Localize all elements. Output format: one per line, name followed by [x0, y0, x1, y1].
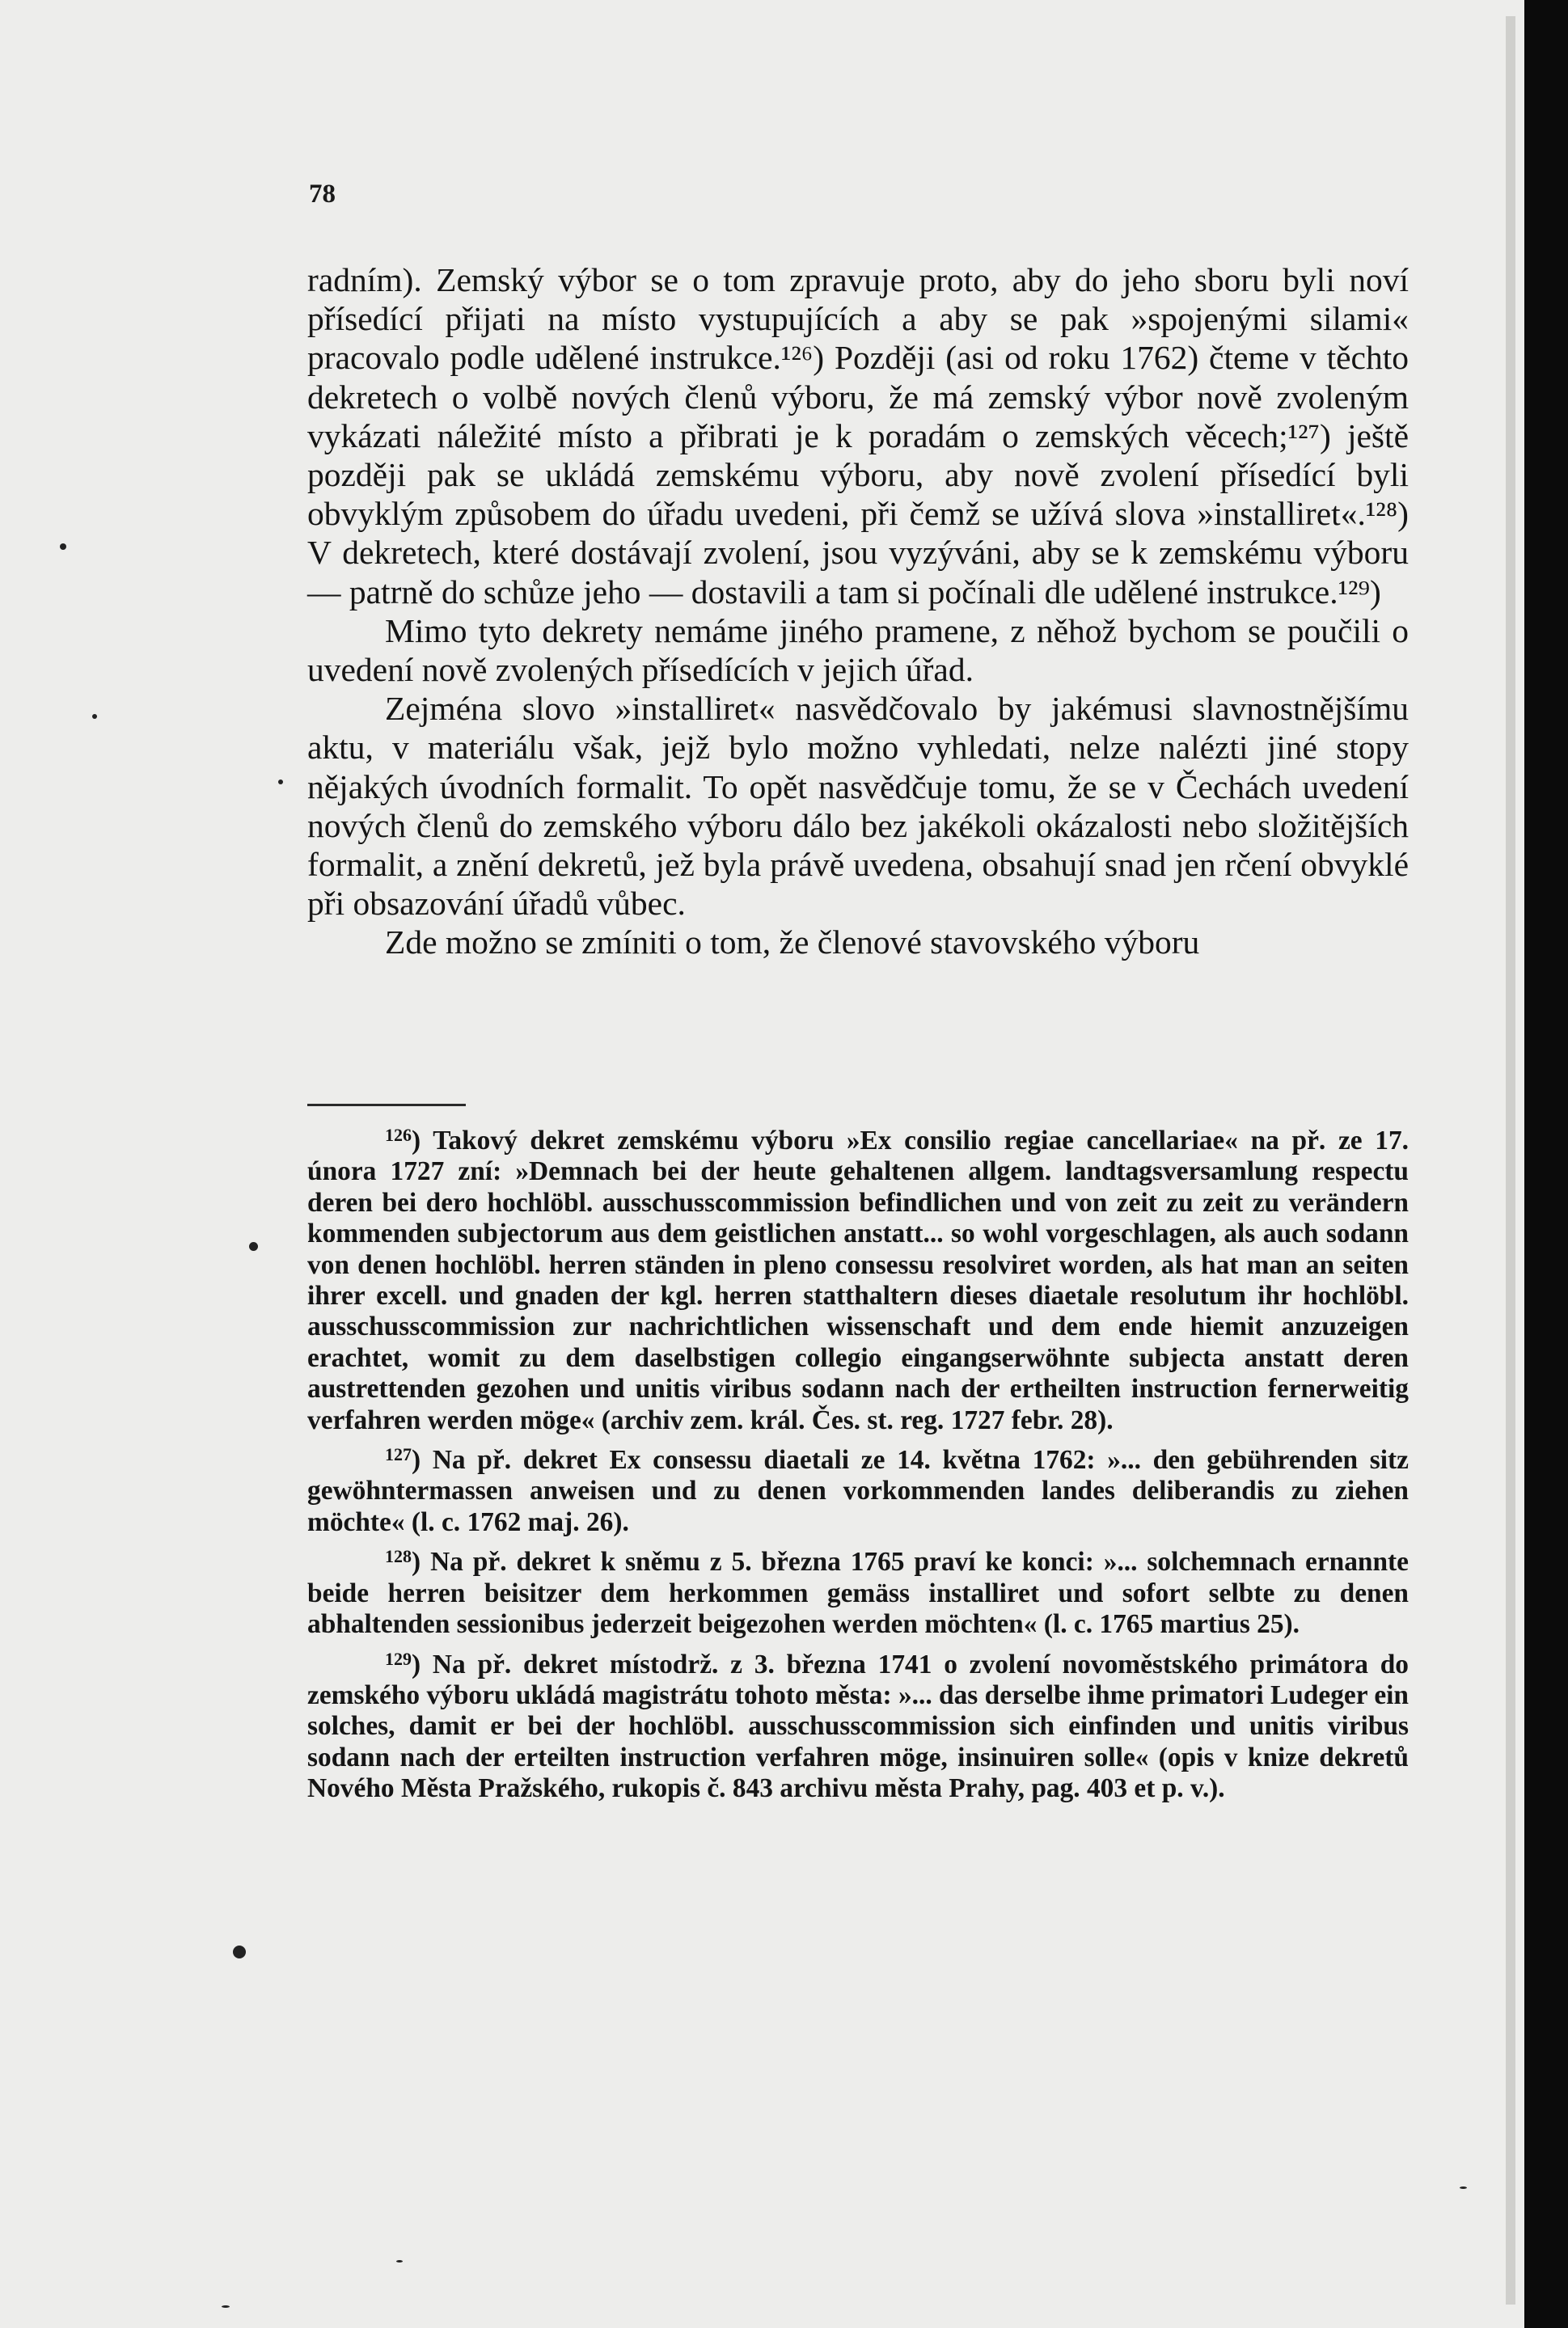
footnote-text: Na př. dekret Ex consessu diaetali ze 14. května 1762: »... den gebührenden sitz gewöhntermassen anweisen und zu denen vorkommenden landes deliberandis zu ziehen möchte« (l. c. 1762 maj. 26). [307, 1445, 1409, 1537]
scan-background [1524, 0, 1568, 2328]
page-number: 78 [309, 180, 336, 209]
paragraph: Zejména slovo »installiret« nasvědčovalo by jakémusi slavnostnějšímu aktu, v materiálu však, jejž bylo možno vyhledati, nelze nalézti jiné stopy nějakých úvodních formalit. To opět nasvědčuje tomu, že se v Čechách uvedení nových členů do zemského výboru dálo bez jakékoli okázalosti nebo složitějších formalit, a znění dekretů, jež byla právě uvedena, obsahují snad jen rčení obvyklé při obsazování úřadů vůbec. [307, 690, 1409, 923]
paragraph: Zde možno se zmíniti o tom, že členové stavovského výboru [385, 923, 1200, 961]
paragraph: radním). Zemský výbor se o tom zpravuje proto, aby do jeho sboru byli noví přísedící přijati na místo vystupujících a aby se pak »spojenými silami« pracovalo podle udělené instrukce.¹²⁶) Později (asi od roku 1762) čteme v těchto dekretech o volbě nových členů výboru, že má zemský výbor nově zvoleným vykázati náležité místo a přibrati je k poradám o zemských věcech;¹²⁷) ještě později pak se ukládá zemskému výboru, aby nově zvolení přísedící byli obvyklým způsobem do úřadu uvedeni, při čemž se užívá slova »installiret«.¹²⁸) V dekretech, které dostávají zvolení, jsou vyzýváni, aby se k zemskému výboru — patrně do schůze jeho — dostavili a tam si počínali dle udělené instrukce.¹²⁹) [307, 261, 1409, 611]
scan-speck [1460, 2186, 1467, 2189]
scan-speck [249, 1242, 258, 1251]
footnotes [307, 1120, 1409, 1808]
paragraph: Mimo tyto dekrety nemáme jiného pramene, z něhož bychom se poučili o uvedení nově zvolených přísedících v jejich úřad. [307, 611, 1409, 689]
footnote: $^{128}$) Na př. dekret k sněmu z 5. března 1765 praví ke konci: »... solchemnach ernannte beide herren beisitzer dem herkommen gemäss installiret und sofort selbte zu denen abhaltenden sessionibus jederzeit beigezohen werden möchten« (l. c. 1765 martius 25). [307, 1546, 1409, 1640]
footnote-text: Na př. dekret místodrž. z 3. března 1741 o zvolení novoměstského primátora do zemského výboru ukládá magistrátu tohoto města: »... das derselbe ihme primatori Ludeger ein solches, damit er bei der hochlöbl. ausschusscommission sich einfinden und unitis viribus sodann nach der erteilten instruction verfahren möge, insinuiren solle« (opis v knize dekretů Nového Města Pražského, rukopis č. 843 archivu města Prahy, pag. 403 et p. v.). [307, 1649, 1410, 1804]
main-text [307, 260, 1409, 962]
footnote-text: Na př. dekret k sněmu z 5. března 1765 praví ke konci: »... solchemnach ernannte beide herren beisitzer dem herkommen gemäss installiret und sofort selbte zu denen abhaltenden sessionibus jederzeit beigezohen werden möchten« (l. c. 1765 martius 25). [307, 1547, 1409, 1640]
footnote: $^{127}$) Na př. dekret Ex consessu diaetali ze 14. května 1762: »... den gebührenden sitz gewöhntermassen anweisen und zu denen vorkommenden landes deliberandis zu ziehen möchte« (l. c. 1762 maj. 26). [307, 1444, 1409, 1537]
footnote-number: 128 [385, 1546, 412, 1567]
footnote: $^{129}$) Na př. dekret místodrž. z 3. března 1741 o zvolení novoměstského primátora do zemského výboru ukládá magistrátu tohoto města: »... das derselbe ihme primatori Ludeger ein solches, damit er bei der hochlöbl. ausschusscommission sich einfinden und unitis viribus sodann nach der erteilten instruction verfahren möge, insinuiren solle« (opis v knize dekretů Nového Města Pražského, rukopis č. 843 archivu města Prahy, pag. 403 et p. v.). [307, 1648, 1410, 1804]
page-edge-strip [1506, 16, 1515, 2305]
footnote: $^{126}$) Takový dekret zemskému výboru »Ex consilio regiae cancellariae« na př. ze 17. února 1727 zní: »Demnach bei der heute gehaltenen allgem. landtagsversamlung respectu deren bei dero hochlöbl. ausschusscommission befindlichen und von zeit zu zeit zu verändern kommenden subjectorum aus dem geistlichen anstatt... so wohl vorgeschlagen, als auch sodann von denen hochlöbl. herren ständen in pleno consessu resolviret worden, als hat man an seiten ihrer excell. und gnaden der kgl. herren statthaltern dieses diaetale resolutum ihr hochlöbl. ausschusscommission zur nachrichtlichen wissenschaft und dem ende hiemit anzuzeigen erachtet, womit zu dem daselbstigen collegio eingangserwöhnte subjecta anstatt deren austrettenden gezohen und unitis viribus sodann nach der ertheilten instruction fernerweitig verfahren werden möge« (archiv zem. král. Čes. st. reg. 1727 febr. 28). [307, 1125, 1410, 1435]
footnote-number: 126 [385, 1125, 412, 1145]
footnote-separator [307, 1104, 466, 1106]
footnote-text: Takový dekret zemskému výboru »Ex consilio regiae cancellariae« na př. ze 17. února 1727 zní: »Demnach bei der heute gehaltenen allgem. landtagsversamlung respectu deren bei dero hochlöbl. ausschusscommission befindlichen und von zeit zu zeit zu verändern kommenden subjectorum aus dem geistlichen anstatt... so wohl vorgeschlagen, als auch sodann von denen hochlöbl. herren ständen in pleno consessu resolviret worden, als hat man an seiten ihrer excell. und gnaden der kgl. herren statthaltern dieses diaetale resolutum ihr hochlöbl. ausschusscommission zur nachrichtlichen wissenschaft und dem ende hiemit anzuzeigen erachtet, womit zu dem daselbstigen collegio eingangserwöhnte subjecta anstatt deren austrettenden gezohen und unitis viribus sodann nach der ertheilten instruction fernerweitig verfahren werden möge« (archiv zem. král. Čes. st. reg. 1727 febr. 28). [307, 1126, 1410, 1435]
scan-speck [278, 780, 283, 784]
footnote-number: 129 [385, 1648, 412, 1669]
scan-speck [222, 2305, 230, 2308]
scan-speck [396, 2260, 403, 2263]
scan-speck [60, 543, 66, 550]
scan-speck [233, 1946, 246, 1958]
scan-speck [92, 714, 97, 719]
footnote-number: 127 [385, 1444, 412, 1465]
